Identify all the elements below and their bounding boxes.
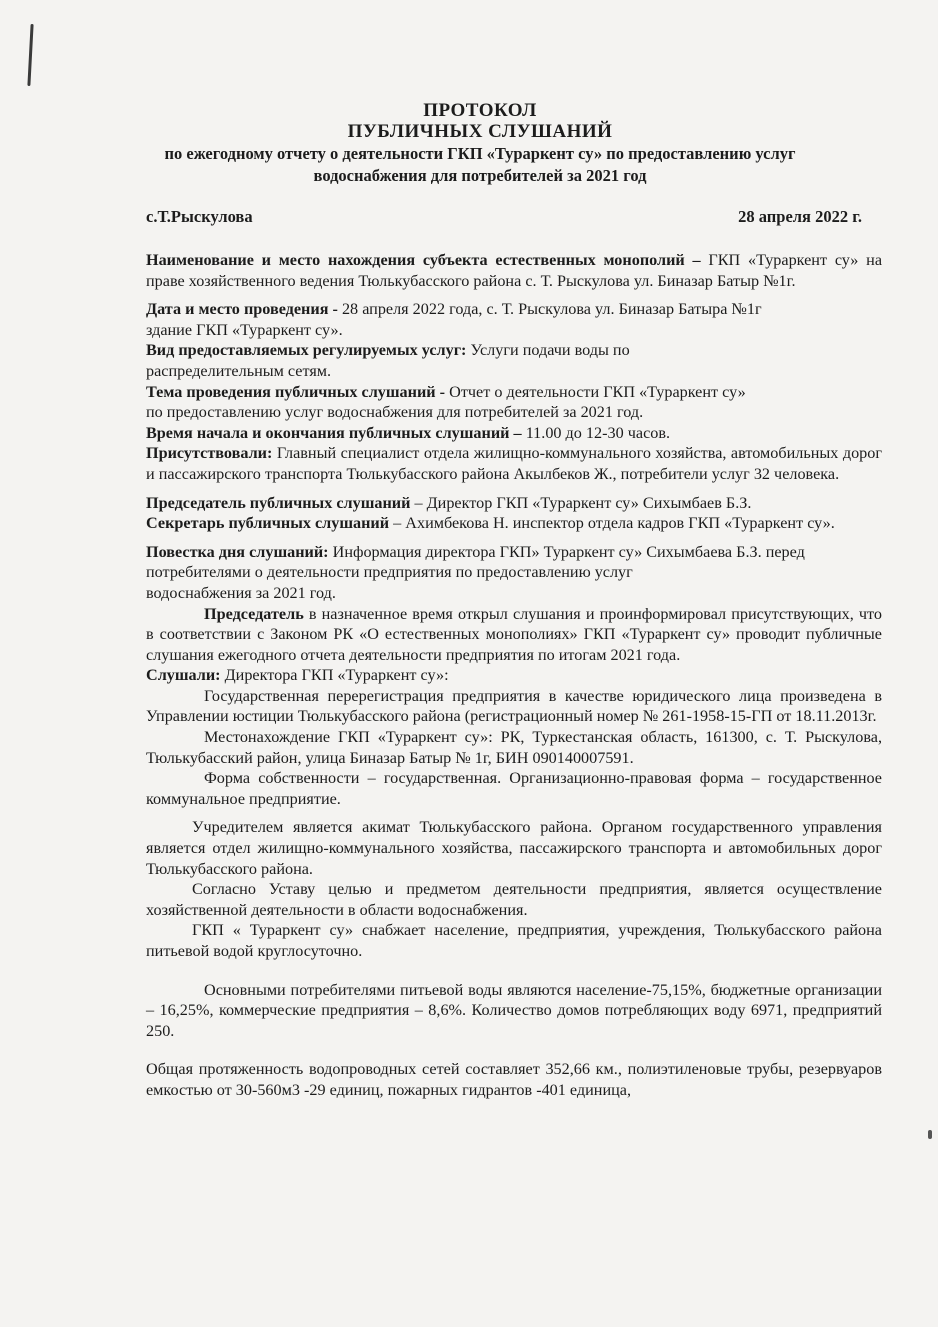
chairman-paragraph: Председатель публичных слушаний – Директор ГКП «Тураркент су» Сихымбаев Б.З. [146,493,752,512]
network-paragraph: Общая протяженность водопроводных сетей составляет 352,66 км., полиэтиленовые трубы, резервуаров емкостью от 30-560м3 -29 единиц, пожарных гидрантов -401 единица, [146,1060,882,1099]
agenda-paragraph: Повестка дня слушаний: Информация директора ГКП» Тураркент су» Сихымбаева Б.З. перед потребителями о деятельности предприятия по предоставлению услуг водоснабжения за 2021 год. [146,542,805,602]
scan-speck [928,1130,932,1139]
venue-paragraph: Дата и место проведения - 28 апреля 2022 года, с. Т. Рыскулова ул. Биназар Батыра №1г здание ГКП «Тураркент су». [146,300,762,339]
topic-paragraph: Тема проведения публичных слушаний - Отчет о деятельности ГКП «Тураркент су» по предоставлению услуг водоснабжения для потребителей за 2021 год. [146,382,746,422]
ownership-paragraph: Форма собственности – государственная. Организационно-правовая форма – государственное коммунальное предприятие. [146,769,882,808]
chairman-opening-paragraph: Председатель в назначенное время открыл слушания и проинформировал присутствующих, что в соответствии с Законом РК «О естественных монополиях» ГКП «Тураркент су» проводит публичные слушания ежегодного отчета деятельности предприятия по итогам 2021 года. [146,604,882,664]
subject-paragraph: Наименование и место нахождения субъекта естественных монополий – ГКП «Тураркент су» на праве хозяйственного ведения Тюлькубасского района с. Т. Рыскулова ул. Биназар Батыр №1г. [146,251,882,290]
registration-paragraph: Государственная перерегистрация предприятия в качестве юридического лица произведена в Управлении юстиции Тюлькубасского района (регистрационный номер № 261-1958-15-ГП от 18.11.2013г. [146,686,882,726]
document-body [146,250,882,1101]
supply-paragraph: ГКП « Тураркент су» снабжает население, предприятия, учреждения, Тюлькубасского района питьевой водой круглосуточно. [146,921,882,960]
doc-heading-line1: по ежегодному отчету о деятельности ГКП «Тураркент су» по предоставлению услуг [164,144,796,163]
time-paragraph: Время начала и окончания публичных слушаний – 11.00 до 12-30 часов. [146,423,671,442]
place-date-line [146,207,862,227]
doc-place: с.Т.Рыскулова [146,207,253,226]
attendees-paragraph: Присутствовали: Главный специалист отдела жилищно-коммунального хозяйства, автомобильных дорог и пассажирского транспорта Тюлькубасского района Акылбеков Ж., потребители услуг 32 человека. [146,444,882,483]
service-paragraph: Вид предоставляемых регулируемых услуг: Услуги подачи воды по распределительным сетям. [146,341,630,380]
doc-date: 28 апреля 2022 г. [738,207,862,226]
doc-heading-line2: водоснабжения для потребителей за 2021 год [313,166,647,185]
charter-paragraph: Согласно Уставу целью и предметом деятельности предприятия, является осуществление хозяйственной деятельности в области водоснабжения. [146,880,882,919]
location-paragraph: Местонахождение ГКП «Тураркент су»: РК, Туркестанская область, 161300, с. Т. Рыскулова, Тюлькубасский район, улица Биназар Батыр № 1г, БИН 090140007591. [146,728,882,767]
doc-title: ПРОТОКОЛ [423,100,537,121]
heard-paragraph: Слушали: Директора ГКП «Тураркент су»: [146,666,449,685]
founder-paragraph: Учредителем является акимат Тюлькубасского района. Органом государственного управления является отдел жилищно-коммунального хозяйства, пассажирского транспорта и автомобильных дорог Тюлькубасского района. [146,818,882,878]
margin-pen-mark [27,24,33,86]
consumers-paragraph: Основными потребителями питьевой воды являются население-75,15%, бюджетные организации – 16,25%, коммерческие предприятия – 8,6%. Количество домов потребляющих воду 6971, предприятий 250. [146,980,882,1040]
secretary-paragraph: Секретарь публичных слушаний – Ахимбекова Н. инспектор отдела кадров ГКП «Тураркент су». [146,514,835,533]
doc-subtitle: ПУБЛИЧНЫХ СЛУШАНИЙ [347,121,613,142]
